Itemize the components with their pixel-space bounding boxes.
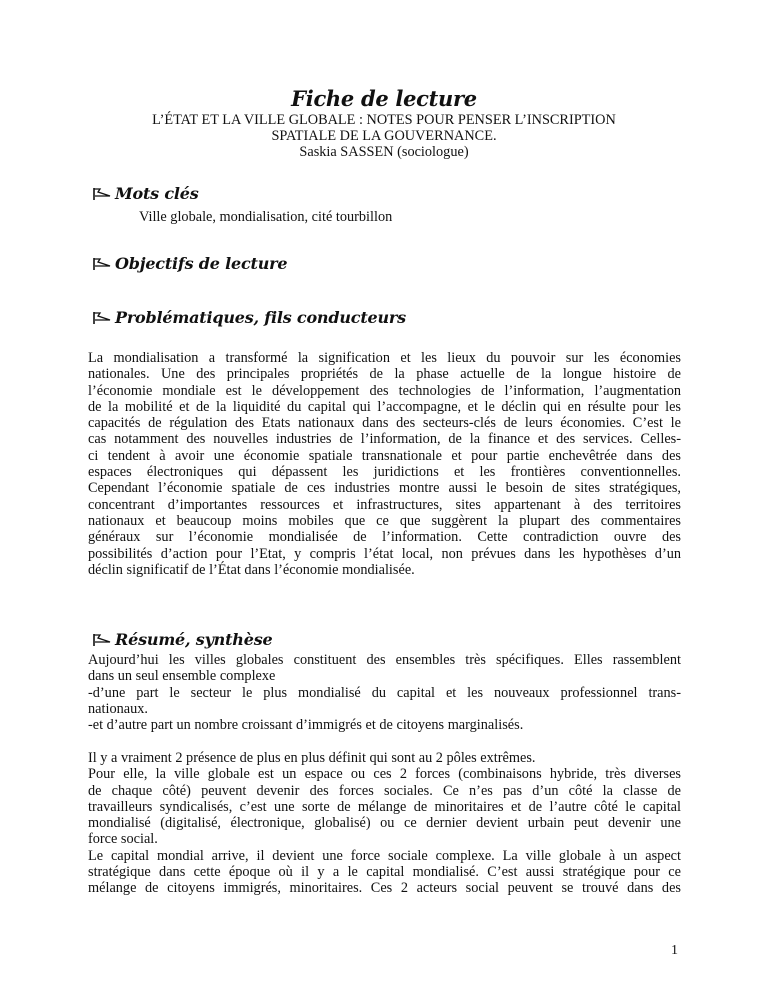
heading-text: Mots clés [115, 184, 199, 203]
subtitle-line: SPATIALE DE LA GOUVERNANCE. [271, 128, 497, 144]
document-title: Fiche de lecture [291, 86, 477, 111]
heading-text: Résumé, synthèse [115, 630, 273, 649]
section-heading-objectives [92, 254, 287, 273]
heading-text: Objectifs de lecture [115, 254, 288, 273]
text-line: nationales. Une des principales propriétés de la phase actuelle de la longue histoire de [88, 366, 681, 383]
flag-icon [92, 311, 112, 325]
text-line: capacités de régulation des Etats nationaux dans des secteurs-clés de leurs économies. C’est le [88, 415, 681, 432]
subtitle-line: L’ÉTAT ET LA VILLE GLOBALE : NOTES POUR PENSER L’INSCRIPTION [152, 112, 616, 128]
text-line: cas notamment des nouvelles industries de l’information, de la finance et des services. Celles- [88, 431, 681, 448]
text-line: Cependant l’économie spatiale de ces industries montre aussi le besoin de sites stratégiques, [88, 480, 681, 497]
text-line: -d’une part le secteur le plus mondialisé du capital et les nouveaux professionnel trans- [88, 684, 681, 701]
problematics-paragraph [88, 350, 681, 578]
flag-icon [92, 257, 112, 271]
text-line: Il y a vraiment 2 présence de plus en plus définit qui sont au 2 pôles extrêmes. [88, 750, 536, 766]
text-line: concentrant d’importantes ressources et infrastructures, sites appartenant à des territoires [88, 496, 681, 513]
text-line: Aujourd’hui les villes globales constituent des ensembles très spécifiques. Elles rassemblent [88, 652, 681, 668]
text-line: espaces électroniques qui dépassent les juridictions et les frontières conventionnelles. [88, 464, 681, 481]
author-line: Saskia SASSEN (sociologue) [299, 144, 469, 160]
flag-icon [92, 187, 112, 201]
text-line: possibilités d’action pour l’Etat, y compris l’état local, non prévues dans les hypothèses d’un [88, 545, 681, 562]
heading-text: Problématiques, fils conducteurs [115, 308, 406, 327]
text-line: force social. [88, 831, 158, 848]
text-line: l’économie mondiale est le développement des technologies de l’information, l’augmentation [88, 382, 681, 399]
summary-paragraph-1 [88, 652, 681, 733]
section-heading-problematics [92, 308, 406, 327]
section-heading-summary [92, 630, 273, 649]
text-line: -et d’autre part un nombre croissant d’immigrés et de citoyens marginalisés. [88, 717, 524, 734]
text-line: nationaux. [88, 700, 148, 717]
text-line: travailleurs syndicalisés, c’est une sorte de mélange de minoritaires et de l’autre côté le capital [88, 798, 681, 815]
text-line: de la mobilité et de la liquidité du capital qui l’accompagne, et le déclin qui en résulte pour les [88, 398, 681, 415]
text-line: Pour elle, la ville globale est un espace ou ces 2 forces (combinaisons hybride, très diverses [88, 766, 681, 783]
document-subtitle [0, 112, 768, 160]
text-line: dans un seul ensemble complexe [88, 668, 276, 685]
text-line: ci tendent à avoir une économie spatiale transnationale et pour partie enchevêtrée dans des [88, 447, 681, 464]
summary-paragraph-2 [88, 750, 681, 897]
text-line: mondialisé (digitalisé, électronique, globalisé) ou ce dernier devient urbain peut devenir une [88, 815, 681, 832]
text-line: de chaque côté) peuvent devenir des forces sociales. Ce n’es pas d’un côté la classe de [88, 782, 681, 799]
text-line: Le capital mondial arrive, il devient une force sociale complexe. La ville globale à un aspect [88, 847, 681, 864]
text-line: nationaux et beaucoup moins mobiles que ce que suggèrent la plupart des commentaires [88, 512, 681, 529]
section-heading-keywords [92, 184, 199, 203]
page-number: 1 [671, 943, 678, 958]
flag-icon [92, 633, 112, 647]
keywords-text: Ville globale, mondialisation, cité tourbillon [139, 209, 393, 225]
text-line: stratégique dans cette époque où il y a le capital mondialisé. C’est aussi stratégique pour ce [88, 864, 681, 881]
text-line: déclin significatif de l’État dans l’économie mondialisée. [88, 561, 415, 578]
text-line: mélange de citoyens immigrés, minoritaires. Ces 2 acteurs social peuvent se trouvé dans des [88, 880, 681, 897]
text-line: généraux sur l’économie mondialisée de l’information. Cette contradiction ouvre des [88, 529, 681, 546]
text-line: La mondialisation a transformé la signification et les lieux du pouvoir sur les économies [88, 350, 681, 366]
